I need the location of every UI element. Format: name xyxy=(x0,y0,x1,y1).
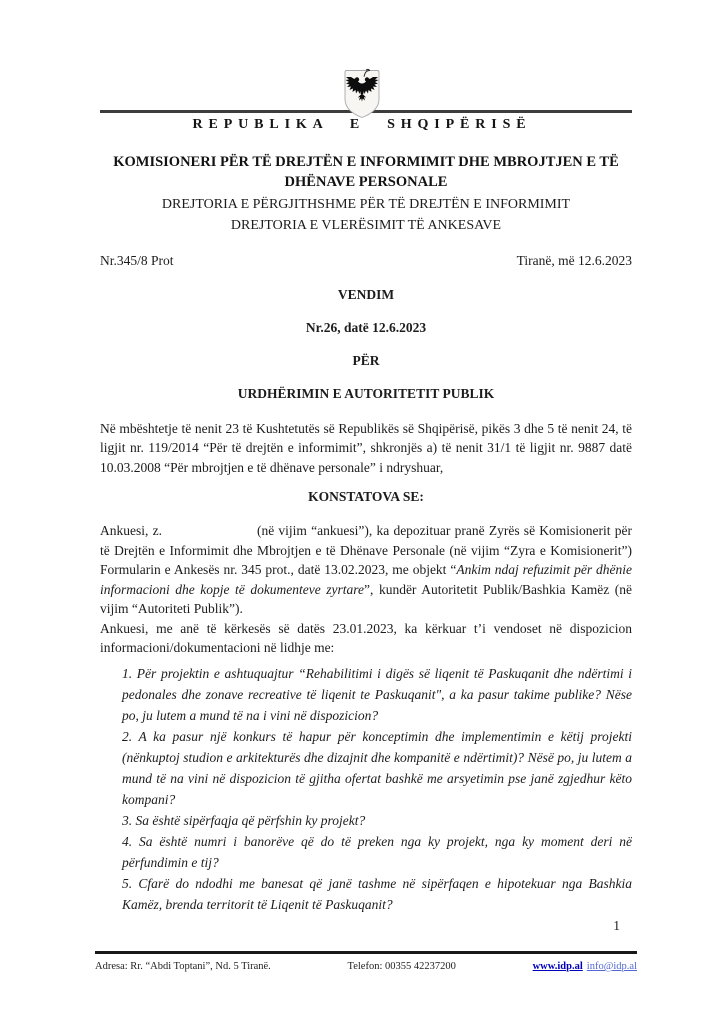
complaint-lead: Ankuesi, z. xyxy=(100,523,162,538)
list-item: 3. Sa është sipërfaqja që përfshin ky projekt? xyxy=(122,812,366,828)
list-item: 1. Për projektin e ashtuquajtur “Rehabilitimi i digës së liqenit të Paskuqanit dhe ndërtimi i pedonales dhe zonave recreative të liqenit te Paskuqanit", a ka pasur takime publike? Nëse po, ju lutem a mund të na i vini në dispozicion? xyxy=(122,665,632,723)
decision-number-date: Nr.26, datë 12.6.2023 xyxy=(305,319,427,335)
meta-row xyxy=(100,251,632,271)
page-number: 1 xyxy=(613,918,620,933)
decision-heading: VENDIM xyxy=(337,286,395,302)
albania-eagle-emblem-icon xyxy=(342,66,382,120)
document-footer xyxy=(95,951,637,972)
directorate-line-1: DREJTORIA E PËRGJITHSHME PËR TË DREJTËN E INFORMIMIT xyxy=(161,197,571,212)
place-date: Tiranë, më 12.6.2023 xyxy=(516,253,632,268)
commissioner-title-line-2: DHËNAVE PERSONALE xyxy=(284,174,448,190)
list-item: 4. Sa është numri i banorëve që do të preken nga ky projekt, nga ky moment deri në përfundimin e tij? xyxy=(122,833,632,870)
list-item: 5. Cfarë do ndodhi me banesat që janë tashme në sipërfaqen e hipotekuar nga Bashkia Kamëz, brenda territorit të Liqenit të Paskuqanit? xyxy=(122,875,632,912)
complaint-text: (në vijim “ankuesi”), ka depozituar pranë Zyrës së Komisionerit për të Drejtën e Informimit dhe Mbrojtjen e të Dhënave Personale (në vijim “Zyra e Komisionerit”) Formularin e Ankesës nr. 345 prot., datë 13.02.2023, me objekt “ xyxy=(100,523,632,577)
decision-subject: URDHËRIMIN E AUTORITETIT PUBLIK xyxy=(237,385,495,401)
footer-links xyxy=(533,961,637,972)
complaint-tail: ”, kundër Autoritetit Publik/Bashkia Kamëz (në vijim “Autoriteti Publik”). xyxy=(100,581,632,616)
legal-basis-paragraph: Në mbështetje të nenit 23 të Kushtetutës së Republikës së Shqipërisë, pikës 3 dhe 5 të nenit 24, të ligjit nr. 119/2014 “Për të drejtën e informimit”, shkronjës a) të nenit 31/1 të ligjit nr. 9887 datë 10.03.2008 “Për mbrojtjen e të dhënave personale” i ndryshuar, xyxy=(100,420,632,475)
decision-per-label: PËR xyxy=(352,352,380,368)
website-link[interactable]: www.idp.al xyxy=(532,961,583,972)
republic-title: REPUBLIKA E SHQIPËRISË xyxy=(192,117,532,132)
konstatova-heading: KONSTATOVA SE: xyxy=(308,489,424,504)
directorate-line-2: DREJTORIA E VLERËSIMIT TË ANKESAVE xyxy=(230,218,502,233)
document-header xyxy=(0,0,724,140)
commissioner-title-line-1: KOMISIONERI PËR TË DREJTËN E INFORMIMIT DHE MBROJTJEN E TË xyxy=(113,154,619,170)
list-item: 2. A ka pasur një konkurs të hapur për konceptimin dhe implementimin e këtij projekti (nënkuptoj studion e arkitekturës dhe dizajnit dhe kompanitë e ndërtimit)? Nësë po, ju lutem a mund të na vini në dispozicion të gjitha ofertat bashkë me arsyetimin pse janë zgjedhur këto kompani? xyxy=(122,728,632,807)
document-body xyxy=(100,152,632,915)
request-list xyxy=(122,663,632,915)
footer-rule xyxy=(95,951,637,954)
email-link[interactable]: info@idp.al xyxy=(586,961,637,972)
protocol-number: Nr.345/8 Prot xyxy=(100,253,174,268)
footer-row xyxy=(95,961,637,972)
complaint-paragraph xyxy=(100,521,632,619)
request-intro-paragraph: Ankuesi, me anë të kërkesës së datës 23.01.2023, ka kërkuar t’i vendoset në dispozicion informacioni/dokumentacioni në lidhje me: xyxy=(100,620,632,655)
complaint-object: Ankim ndaj refuzimit për dhënie informacioni dhe kopje të dokumenteve zyrtare xyxy=(100,562,632,597)
footer-phone: Telefon: 00355 42237200 xyxy=(347,961,456,972)
footer-address: Adresa: Rr. “Abdi Toptani”, Nd. 5 Tiranë. xyxy=(95,961,271,972)
